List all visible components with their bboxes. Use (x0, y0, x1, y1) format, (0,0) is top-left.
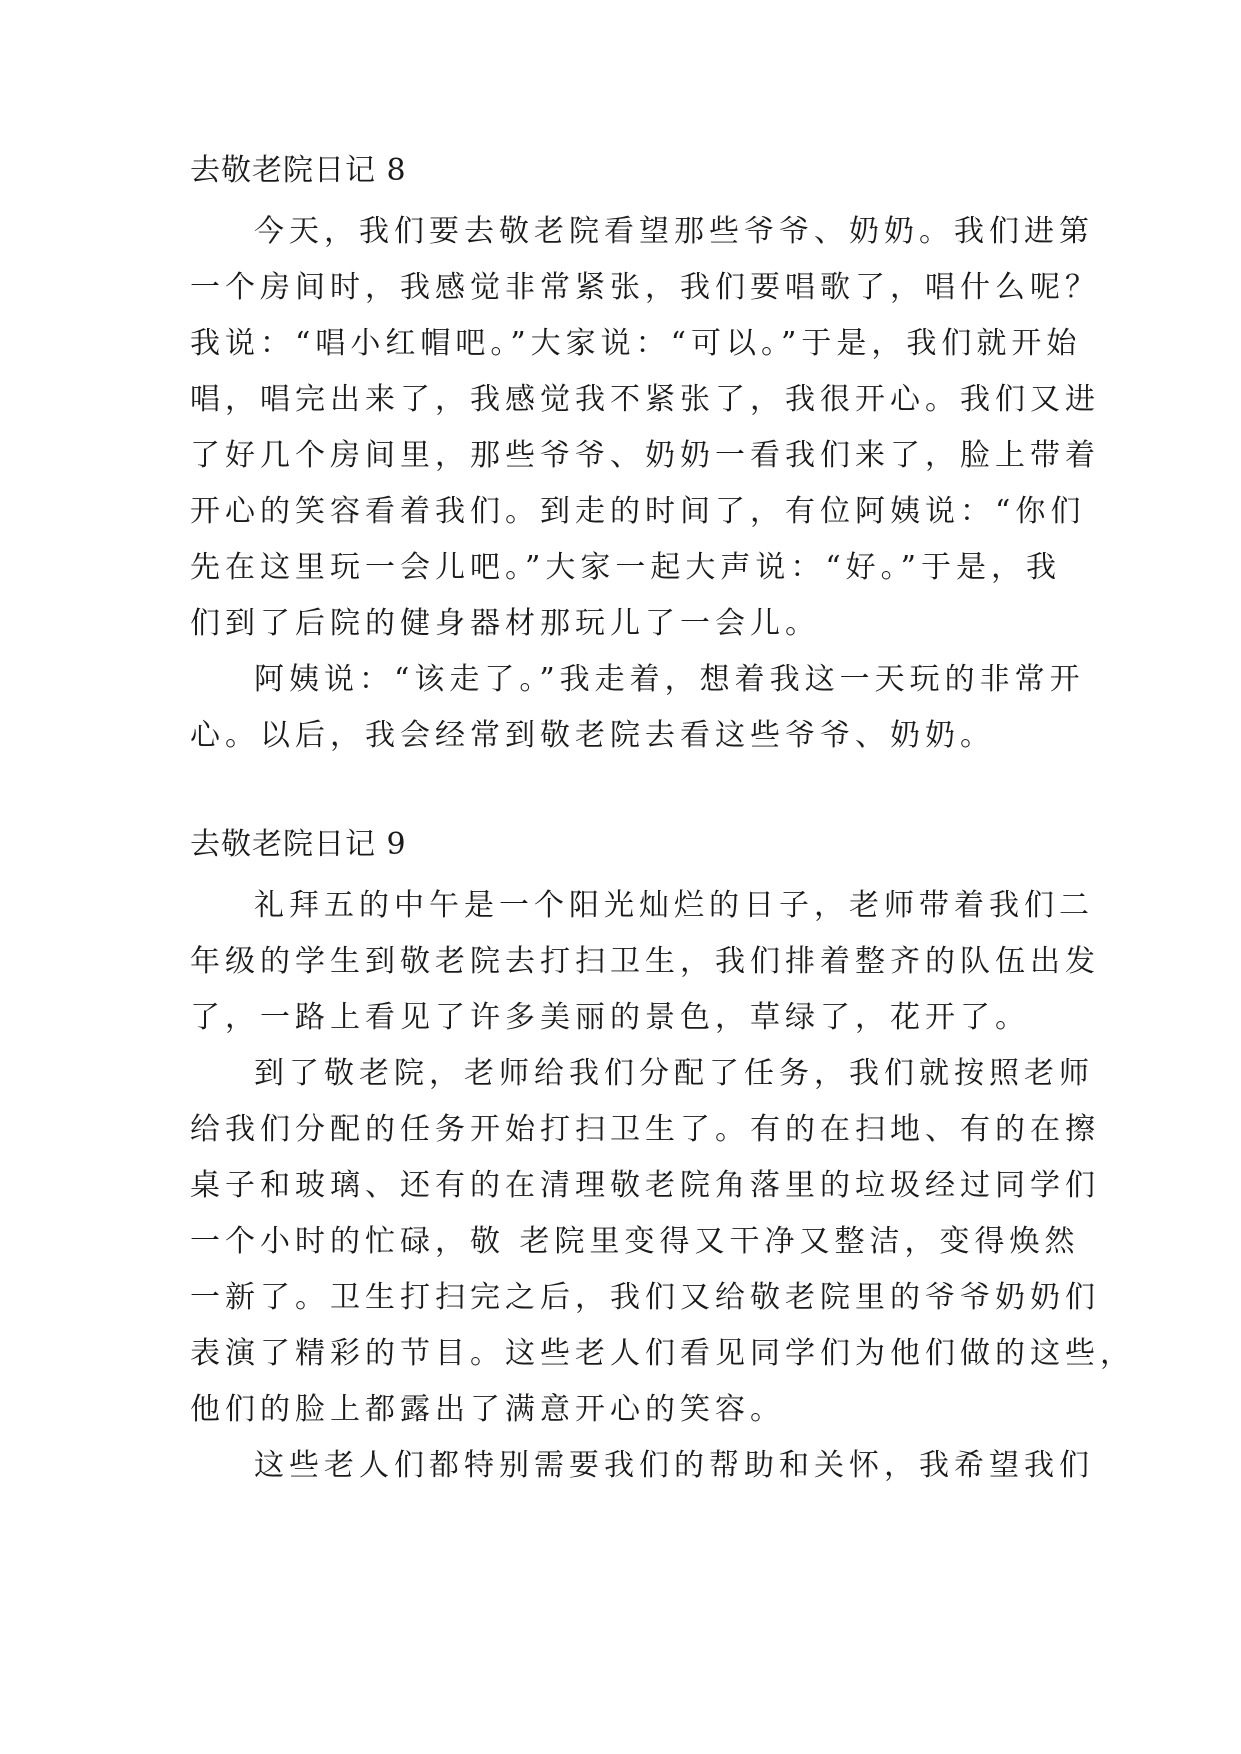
paragraph-line: 一新了。卫生打扫完之后，我们又给敬老院里的爷爷奶奶们 (190, 1280, 1100, 1315)
section-title-9: 去敬老院日记 9 (190, 827, 407, 862)
paragraph-line: 我说：“唱小红帽吧。”大家说：“可以。”于是，我们就开始 (190, 326, 1082, 361)
paragraph-line: 了，一路上看见了许多美丽的景色，草绿了，花开了。 (190, 1000, 1030, 1035)
paragraph-line: 年级的学生到敬老院去打扫卫生，我们排着整齐的队伍出发 (190, 944, 1100, 979)
paragraph-line: 给我们分配的任务开始打扫卫生了。有的在扫地、有的在擦 (190, 1112, 1100, 1147)
paragraph-line: 他们的脸上都露出了满意开心的笑容。 (190, 1392, 785, 1427)
paragraph-line: 礼拜五的中午是一个阳光灿烂的日子，老师带着我们二 (254, 888, 1094, 923)
spacer (190, 864, 1056, 878)
paragraph-line: 桌子和玻璃、还有的在清理敬老院角落里的垃圾经过同学们 (190, 1168, 1100, 1203)
spacer (190, 190, 1056, 204)
paragraph-line: 一个房间时，我感觉非常紧张，我们要唱歌了，唱什么呢？ (190, 270, 1100, 305)
paragraph-line: 们到了后院的健身器材那玩儿了一会儿。 (190, 606, 820, 641)
paragraph-line: 先在这里玩一会儿吧。”大家一起大声说：“好。”于是，我 (190, 550, 1062, 585)
paragraph-line: 了好几个房间里，那些爷爷、奶奶一看我们来了，脸上带着 (190, 438, 1100, 473)
paragraph-line: 开心的笑容看着我们。到走的时间了，有位阿姨说：“你们 (190, 494, 1086, 529)
paragraph-line: 今天，我们要去敬老院看望那些爷爷、奶奶。我们进第 (254, 214, 1094, 249)
paragraph-line: 到了敬老院，老师给我们分配了任务，我们就按照老师 (254, 1056, 1094, 1091)
paragraph-line: 唱，唱完出来了，我感觉我不紧张了，我很开心。我们又进 (190, 382, 1100, 417)
paragraph-line: 心。以后，我会经常到敬老院去看这些爷爷、奶奶。 (190, 718, 995, 753)
document-body (190, 152, 1135, 1494)
paragraph-line: 这些老人们都特别需要我们的帮助和关怀，我希望我们 (254, 1448, 1094, 1483)
section-title-8: 去敬老院日记 8 (190, 153, 407, 188)
spacer (190, 764, 1056, 826)
paragraph-line: 阿姨说：“该走了。”我走着，想着我这一天玩的非常开 (254, 662, 1085, 697)
paragraph-line: 一个小时的忙碌，敬 老院里变得又干净又整洁，变得焕然 (190, 1224, 1080, 1259)
paragraph-line: 表演了精彩的节目。这些老人们看见同学们为他们做的这些， (190, 1336, 1135, 1371)
